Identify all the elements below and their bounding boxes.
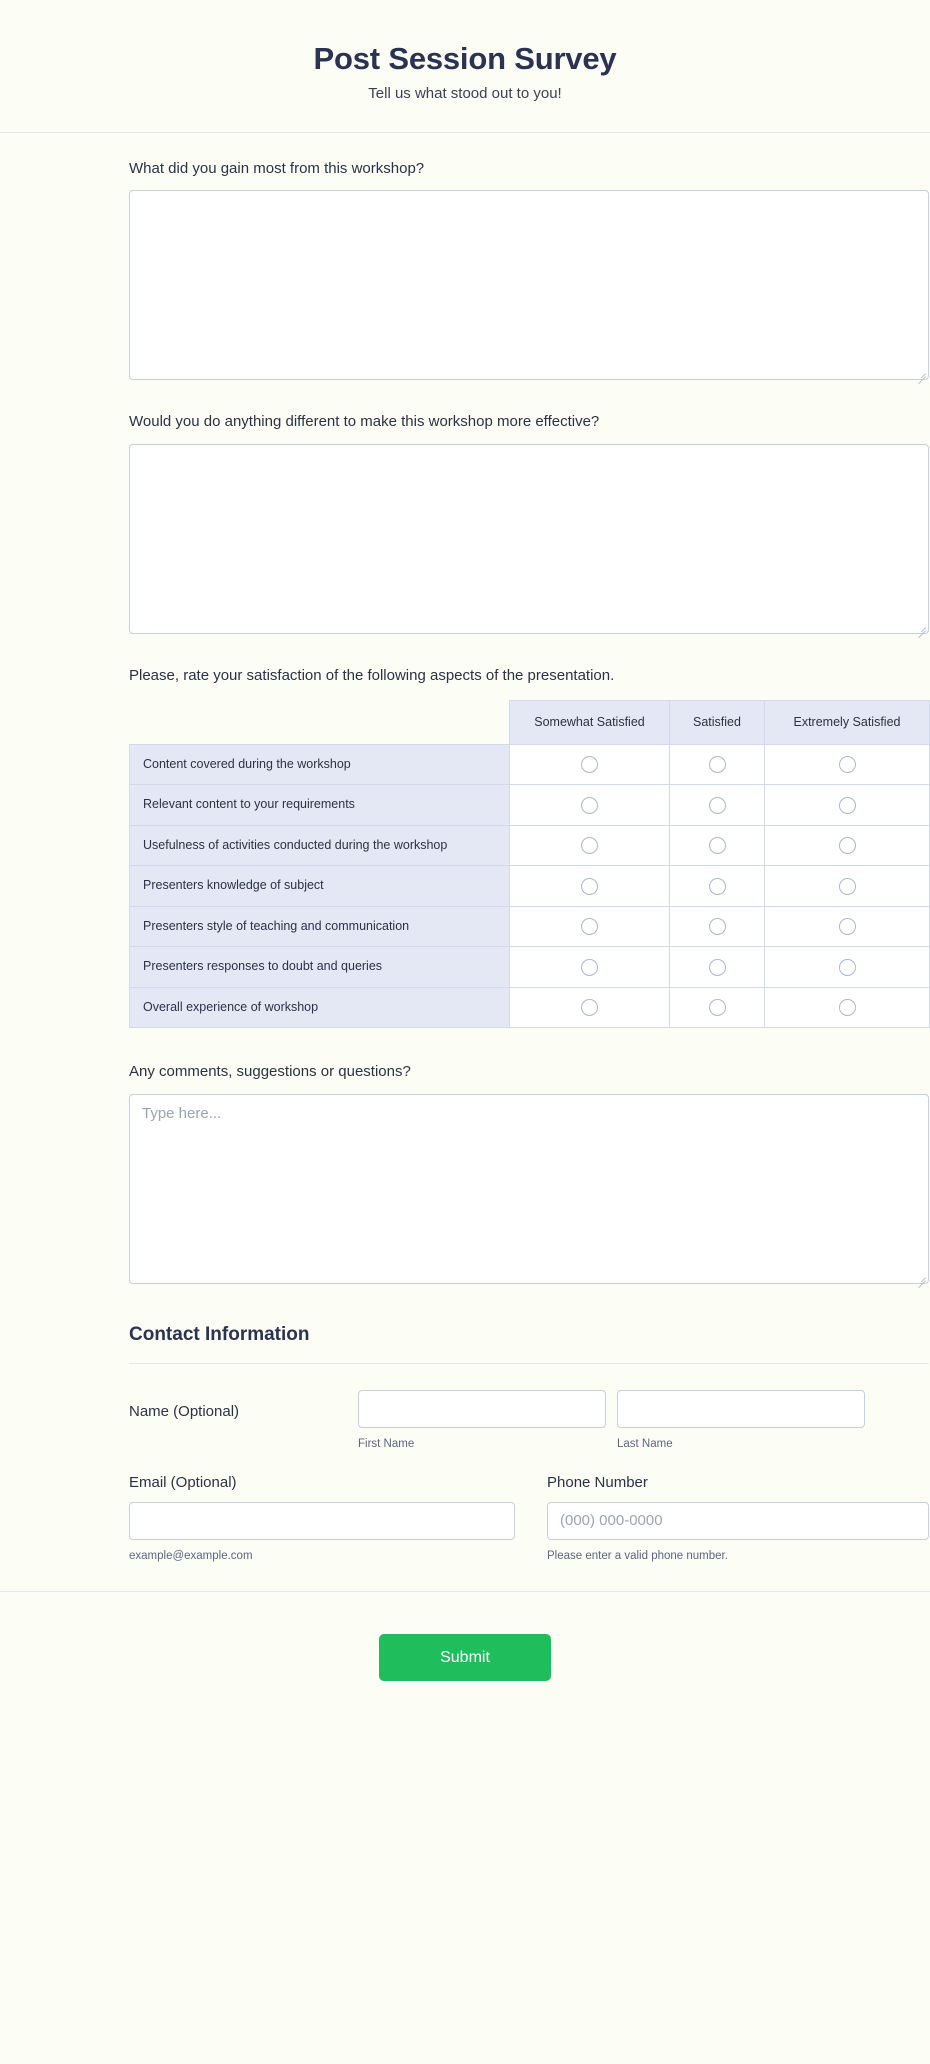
radio-button-icon[interactable] <box>839 959 856 976</box>
radio-button-icon[interactable] <box>839 797 856 814</box>
question-gain-most <box>65 159 865 380</box>
matrix-row-label: Presenters style of teaching and communication <box>130 906 510 947</box>
radio-button-icon[interactable] <box>581 797 598 814</box>
contact-information-section <box>65 1324 865 1364</box>
table-row <box>130 825 930 866</box>
question-do-different-input[interactable] <box>129 444 929 634</box>
last-name-group <box>617 1390 865 1452</box>
satisfaction-matrix-block <box>65 666 901 1029</box>
phone-field-label: Phone Number <box>547 1473 648 1491</box>
radio-button-icon[interactable] <box>581 918 598 935</box>
radio-button-icon[interactable] <box>709 959 726 976</box>
matrix-cell[interactable] <box>670 785 765 826</box>
submit-area <box>0 1592 930 1751</box>
matrix-cell[interactable] <box>765 744 930 785</box>
radio-button-icon[interactable] <box>839 999 856 1016</box>
name-input-group <box>358 1390 865 1452</box>
matrix-col-header-somewhat-satisfied: Somewhat Satisfied <box>510 700 670 744</box>
matrix-row-label: Content covered during the workshop <box>130 744 510 785</box>
radio-button-icon[interactable] <box>581 959 598 976</box>
question-comments-input[interactable] <box>129 1094 929 1284</box>
satisfaction-matrix-table <box>129 700 930 1028</box>
table-row <box>130 906 930 947</box>
matrix-header-row <box>130 700 930 744</box>
matrix-cell[interactable] <box>670 825 765 866</box>
question-gain-most-input-wrap <box>129 190 929 380</box>
table-row <box>130 987 930 1028</box>
form-body <box>0 133 930 1751</box>
radio-button-icon[interactable] <box>709 999 726 1016</box>
question-comments-label: Any comments, suggestions or questions? <box>129 1063 411 1081</box>
radio-button-icon[interactable] <box>581 756 598 773</box>
table-row <box>130 785 930 826</box>
email-field-label: Email (Optional) <box>129 1473 237 1491</box>
first-name-group <box>358 1390 606 1452</box>
email-field[interactable] <box>129 1502 515 1540</box>
question-comments-input-wrap <box>129 1094 929 1284</box>
matrix-cell[interactable] <box>765 906 930 947</box>
table-row <box>130 744 930 785</box>
matrix-cell[interactable] <box>765 785 930 826</box>
satisfaction-matrix-label: Please, rate your satisfaction of the following aspects of the presentation. <box>129 666 615 684</box>
matrix-cell[interactable] <box>765 825 930 866</box>
matrix-cell[interactable] <box>670 947 765 988</box>
last-name-input[interactable] <box>617 1390 865 1428</box>
matrix-body <box>130 744 930 1028</box>
matrix-row-label: Overall experience of workshop <box>130 987 510 1028</box>
form-header <box>0 0 930 133</box>
question-do-different <box>65 412 865 633</box>
radio-button-icon[interactable] <box>839 756 856 773</box>
last-name-hint: Last Name <box>617 1437 673 1450</box>
first-name-input[interactable] <box>358 1390 606 1428</box>
phone-group <box>547 1474 929 1564</box>
radio-button-icon[interactable] <box>709 837 726 854</box>
matrix-row-label: Presenters knowledge of subject <box>130 866 510 907</box>
matrix-cell[interactable] <box>510 987 670 1028</box>
radio-button-icon[interactable] <box>581 878 598 895</box>
email-hint: example@example.com <box>129 1549 253 1562</box>
name-row <box>65 1390 865 1452</box>
matrix-cell[interactable] <box>670 744 765 785</box>
table-row <box>130 947 930 988</box>
radio-button-icon[interactable] <box>709 797 726 814</box>
matrix-col-header-extremely-satisfied: Extremely Satisfied <box>765 700 930 744</box>
submit-button[interactable]: Submit <box>379 1634 551 1681</box>
matrix-cell[interactable] <box>765 987 930 1028</box>
question-do-different-input-wrap <box>129 444 929 634</box>
matrix-row-label: Usefulness of activities conducted during the workshop <box>130 825 510 866</box>
question-do-different-label: Would you do anything different to make this workshop more effective? <box>129 413 600 431</box>
radio-button-icon[interactable] <box>581 999 598 1016</box>
question-comments <box>65 1062 865 1283</box>
radio-button-icon[interactable] <box>709 878 726 895</box>
matrix-row-label: Relevant content to your requirements <box>130 785 510 826</box>
matrix-cell[interactable] <box>765 866 930 907</box>
matrix-cell[interactable] <box>510 825 670 866</box>
section-divider <box>129 1363 929 1364</box>
matrix-row-label: Presenters responses to doubt and queries <box>130 947 510 988</box>
matrix-cell[interactable] <box>670 866 765 907</box>
radio-button-icon[interactable] <box>581 837 598 854</box>
matrix-cell[interactable] <box>510 744 670 785</box>
section-title-contact-information: Contact Information <box>129 1323 310 1345</box>
email-phone-group <box>129 1474 929 1564</box>
email-group <box>129 1474 515 1564</box>
email-phone-row <box>65 1474 865 1564</box>
matrix-cell[interactable] <box>510 947 670 988</box>
radio-button-icon[interactable] <box>839 918 856 935</box>
table-row <box>130 866 930 907</box>
question-gain-most-label: What did you gain most from this workshop? <box>129 160 425 178</box>
radio-button-icon[interactable] <box>709 756 726 773</box>
page-title: Post Session Survey <box>313 41 617 76</box>
question-gain-most-input[interactable] <box>129 190 929 380</box>
name-field-label: Name (Optional) <box>129 1402 240 1420</box>
phone-field[interactable] <box>547 1502 929 1540</box>
matrix-cell[interactable] <box>670 906 765 947</box>
page-subtitle: Tell us what stood out to you! <box>368 85 562 103</box>
matrix-cell[interactable] <box>765 947 930 988</box>
matrix-corner-blank <box>130 700 510 744</box>
matrix-cell[interactable] <box>510 866 670 907</box>
matrix-col-header-satisfied: Satisfied <box>670 700 765 744</box>
matrix-cell[interactable] <box>670 987 765 1028</box>
matrix-cell[interactable] <box>510 906 670 947</box>
phone-hint: Please enter a valid phone number. <box>547 1549 728 1562</box>
radio-button-icon[interactable] <box>839 837 856 854</box>
first-name-hint: First Name <box>358 1437 415 1450</box>
matrix-cell[interactable] <box>510 785 670 826</box>
radio-button-icon[interactable] <box>839 878 856 895</box>
radio-button-icon[interactable] <box>709 918 726 935</box>
